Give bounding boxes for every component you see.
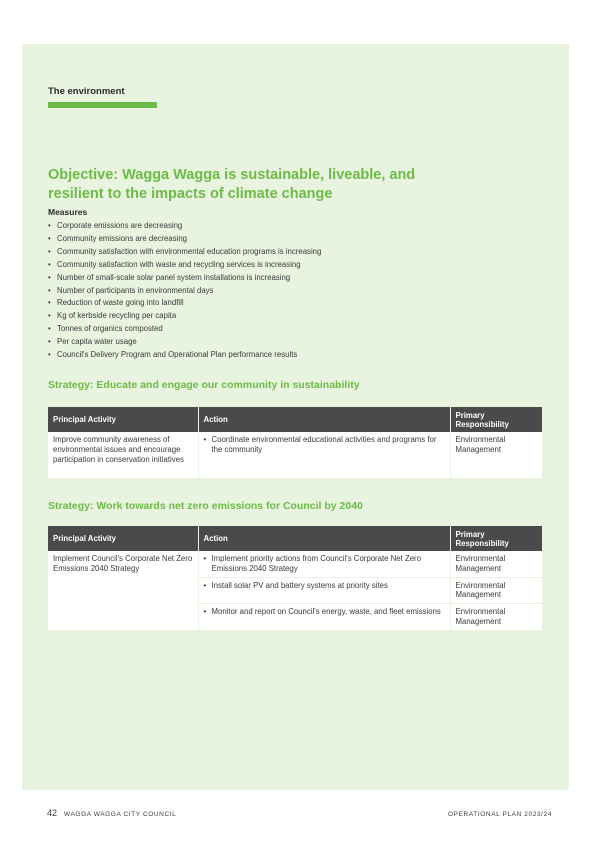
- measures-list: [48, 220, 321, 362]
- column-header-responsibility: Primary Responsibility: [450, 526, 542, 551]
- activity-cell: Implement Council's Corporate Net Zero Emissions 2040 Strategy: [48, 551, 198, 577]
- action-cell: • Monitor and report on Council's energy, waste, and fleet emissions: [198, 604, 450, 631]
- strategy-title: Strategy: Educate and engage our community in sustainability: [48, 379, 360, 391]
- responsibility-cell: Environmental Management: [450, 604, 542, 631]
- activity-cell: [48, 577, 198, 604]
- action-cell: • Install solar PV and battery systems at priority sites: [198, 577, 450, 604]
- table-row: [48, 432, 542, 478]
- action-cell: • Coordinate environmental educational activities and programs for the community: [198, 432, 450, 478]
- table-row: [48, 604, 542, 631]
- strategy-table: [48, 407, 542, 479]
- footer-doc-title: OPERATIONAL PLAN 2023/24: [448, 811, 552, 818]
- measure-item: • Corporate emissions are decreasing: [48, 221, 183, 230]
- measure-item: • Community satisfaction with waste and recycling services is increasing: [48, 259, 301, 269]
- measure-item: • Reduction of waste going into landfill: [48, 298, 184, 308]
- column-header-action: Action: [198, 407, 450, 432]
- strategy-table: [48, 526, 542, 631]
- section-label: The environment: [48, 86, 125, 97]
- responsibility-cell: Environmental Management: [450, 577, 542, 604]
- responsibility-cell: Environmental Management: [450, 432, 542, 478]
- page-number: 42: [47, 808, 58, 818]
- section-accent-bar: [48, 102, 157, 108]
- measure-item: • Number of participants in environmental days: [48, 285, 214, 295]
- table-header-row: [48, 526, 542, 551]
- strategy-title: Strategy: Work towards net zero emissions for Council by 2040: [48, 500, 363, 512]
- objective-title: Objective: Wagga Wagga is sustainable, liveable, and resilient to the impacts of climate change: [48, 167, 416, 202]
- table-row: [48, 577, 542, 604]
- column-header-activity: Principal Activity: [48, 407, 198, 432]
- measure-item: • Kg of kerbside recycling per capita: [48, 311, 177, 321]
- action-cell: • Implement priority actions from Council's Corporate Net Zero Emissions 2040 Strategy: [198, 551, 450, 577]
- measure-item: • Council's Delivery Program and Operational Plan performance results: [48, 350, 298, 360]
- measure-item: • Tonnes of organics composted: [48, 324, 163, 334]
- measures-title: Measures: [48, 207, 88, 217]
- responsibility-cell: Environmental Management: [450, 551, 542, 577]
- measure-item: • Community satisfaction with environmental education programs is increasing: [48, 246, 322, 256]
- column-header-action: Action: [198, 526, 450, 551]
- activity-cell: Improve community awareness of environmental issues and encourage participation in conservation initiatives: [48, 432, 198, 478]
- measure-item: • Number of small-scale solar panel system installations is increasing: [48, 272, 291, 282]
- table-header-row: [48, 407, 542, 432]
- table-row: [48, 551, 542, 577]
- column-header-responsibility: Primary Responsibility: [450, 407, 542, 432]
- column-header-activity: Principal Activity: [48, 526, 198, 551]
- activity-cell: [48, 604, 198, 631]
- footer-org: WAGGA WAGGA CITY COUNCIL: [64, 811, 177, 818]
- measure-item: • Community emissions are decreasing: [48, 233, 188, 243]
- measure-item: • Per capita water usage: [48, 337, 137, 347]
